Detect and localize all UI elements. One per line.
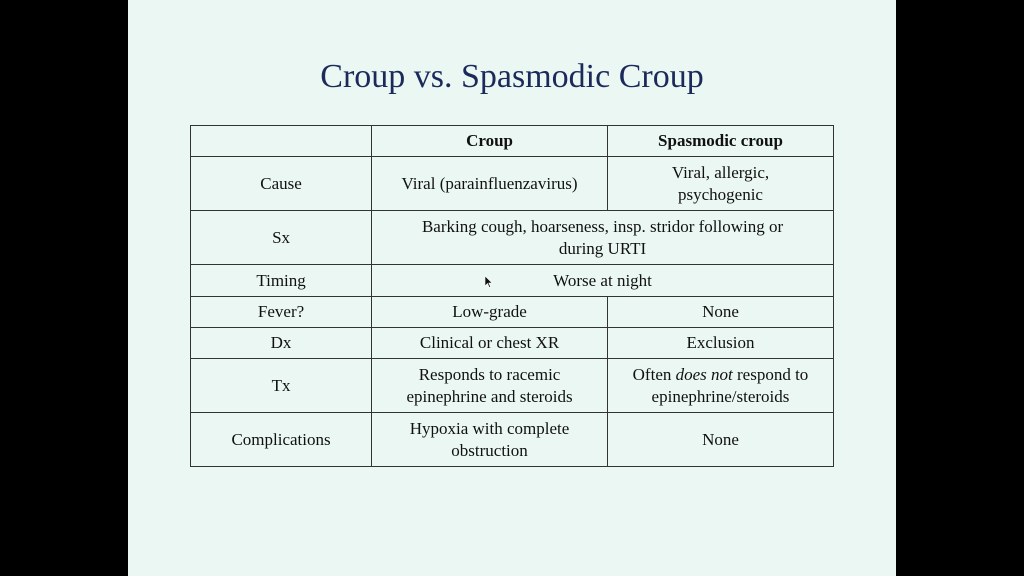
table-row-cause (191, 157, 834, 211)
cell-dx-croup: Clinical or chest XR (372, 328, 608, 359)
table-row-fever (191, 297, 834, 328)
cell-complications-croup-line1: Hypoxia with complete (409, 418, 570, 438)
cell-sx-line1: Barking cough, hoarseness, insp. stridor following or (421, 216, 784, 236)
row-label-sx: Sx (191, 211, 372, 265)
cell-timing-shared: Worse at night (372, 265, 834, 297)
cell-tx-spasmodic-pre: Often (632, 364, 676, 384)
cell-cause-croup: Viral (parainfluenzavirus) (372, 157, 608, 211)
cell-dx-spasmodic: Exclusion (607, 328, 833, 359)
row-label-timing: Timing (191, 265, 372, 297)
cell-tx-spasmodic (607, 359, 833, 413)
table-row-timing (191, 265, 834, 297)
slide (128, 0, 896, 576)
cell-tx-croup-line2: epinephrine and steroids (406, 386, 573, 406)
cell-tx-spasmodic-emphasis: does not (675, 364, 733, 384)
row-label-complications: Complications (191, 413, 372, 467)
cell-sx-line2: during URTI (558, 238, 647, 258)
mouse-pointer-icon (485, 276, 493, 288)
cell-complications-croup-line2: obstruction (451, 440, 528, 460)
cell-complications-spasmodic: None (607, 413, 833, 467)
header-spasmodic-croup: Spasmodic croup (607, 126, 833, 157)
table-row-tx (191, 359, 834, 413)
row-label-dx: Dx (191, 328, 372, 359)
cell-fever-spasmodic: None (607, 297, 833, 328)
table-row-dx (191, 328, 834, 359)
cell-fever-croup: Low-grade (372, 297, 608, 328)
header-croup: Croup (372, 126, 608, 157)
cell-tx-spasmodic-post: respond to (732, 364, 809, 384)
cell-complications-croup (372, 413, 608, 467)
header-empty (191, 126, 372, 157)
table-row-complications (191, 413, 834, 467)
table-row-sx (191, 211, 834, 265)
cell-cause-spasmodic-line1: Viral, allergic, (671, 162, 770, 182)
cell-tx-croup-line1: Responds to racemic (418, 364, 561, 384)
cell-cause-spasmodic (607, 157, 833, 211)
slide-title: Croup vs. Spasmodic Croup (320, 58, 704, 95)
cell-tx-spasmodic-line2: epinephrine/steroids (651, 386, 790, 406)
table-header-row (191, 126, 834, 157)
row-label-cause: Cause (191, 157, 372, 211)
row-label-tx: Tx (191, 359, 372, 413)
cell-tx-croup (372, 359, 608, 413)
cell-sx-shared (372, 211, 834, 265)
row-label-fever: Fever? (191, 297, 372, 328)
comparison-table (190, 125, 834, 467)
cell-cause-spasmodic-line2: psychogenic (677, 184, 763, 204)
